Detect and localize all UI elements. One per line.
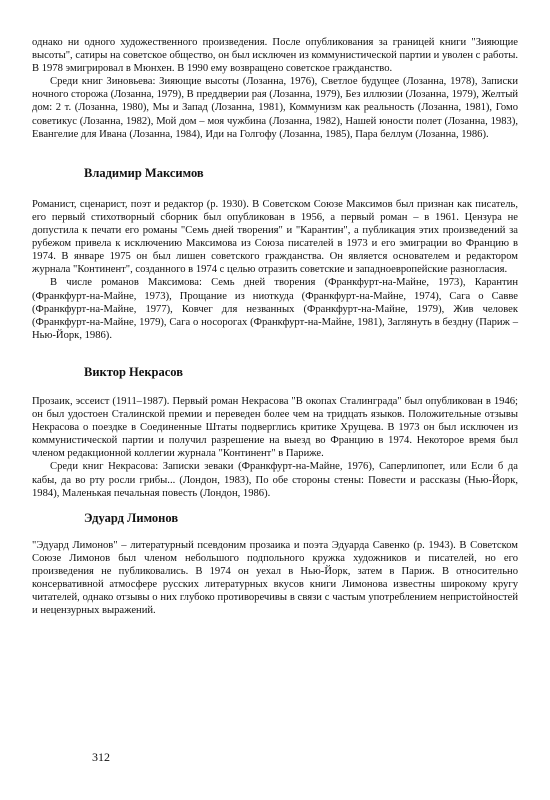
zinoviev-bio-tail: однако ни одного художественного произведения. После опубликования за границей книги "Зияющие высоты", сатиры на советское общество, он был исключен из коммунистической партии и уволен с работы. В 1978 эмигрировал в Мюнхен. В 1990 ему возвращено советское гражданство.: [32, 37, 518, 75]
nekrasov-books: Среди книг Некрасова: Записки зеваки (Франкфурт-на-Майне, 1976), Саперлипопет, или Если б да кабы, да во рту росли грибы... (Лондон, 1983), По обе стороны стены: Повести и рассказы (Нью-Йорк, 1984), Маленькая печальная повесть (Лондон, 1986).: [32, 461, 518, 499]
maksimov-entry: [32, 167, 518, 342]
maksimov-heading: Владимир Максимов: [84, 165, 204, 180]
maksimov-bio: Романист, сценарист, поэт и редактор (р. 1930). В Советском Союзе Максимов был признан как писатель, его первый стихотворный сборник был опубликован в 1956, а первый роман – в 1961. Цензура не допустила к печати его романы "Семь дней творения" и "Карантин", а публикация этих произведений за рубежом привела к исключению Максимова из Союза писателей в 1973 и его эмиграции во Францию в 1974. В январе 1975 он был лишен советского гражданства. Он является основателем и редактором журнала "Континент", созданного в 1974 с целью отразить советские и западноевропейские разногласия.: [32, 198, 518, 276]
limonov-bio: "Эдуард Лимонов" – литературный псевдоним прозаика и поэта Эдуарда Савенко (р. 1943). В Советском Союзе Лимонов был членом небольшого подпольного кружка художников и писателей, но его произведения не публиковались. В 1974 он уехал в Нью-Йорк, затем в Париж. В относительно консервативной атмосфере русских литературных вкусов книги Лимонова известны широкому кругу читателей, однако отзывы о них глубоко противоречивы в связи с частым употреблением непристойностей и нецензурных выражений.: [32, 539, 518, 617]
maksimov-books: В числе романов Максимова: Семь дней творения (Франкфурт-на-Майне, 1973), Карантин (Франкфурт-на-Майне, 1973), Прощание из ниоткуда (Франкфурт-на-Майне, 1974), Сага о Савве (Франкфурт-на-Майне, 1977), Ковчег для незванных (Франкфурт-на-Майне, 1979), Жив человек (Франкфурт-на-Майне, 1979), Сага о носорогах (Франкфурт-на-Майне, 1981), Заглянуть в бездну (Париж – Нью-Йорк, 1986).: [32, 277, 518, 341]
page-number: 312: [92, 750, 110, 764]
limonov-heading: Эдуард Лимонов: [84, 510, 179, 525]
limonov-entry: [32, 512, 518, 618]
nekrasov-entry: [32, 366, 518, 500]
nekrasov-bio: Прозаик, эссеист (1911–1987). Первый роман Некрасова "В окопах Сталинграда" был опубликован в 1946; он был удостоен Сталинской премии и переведен более чем на тридцать языков. Положительные отзывы Некрасова о поездке в Соединенные Штаты подверглись критике Хрущева. В 1973 он был исключен из коммунистической партии и получил разрешение на выезд во Францию в 1974. Некоторое время был членом редакционной коллегии журнала "Континент" в Париже.: [32, 395, 518, 460]
zinoviev-books: Среди книг Зиновьева: Зияющие высоты (Лозанна, 1976), Светлое будущее (Лозанна, 1978), Записки ночного сторожа (Лозанна, 1979), В преддверии рая (Лозанна, 1979), Без иллюзии (Лозанна, 1979), Желтый дом: 2 т. (Лозанна, 1980), Мы и Запад (Лозанна, 1981), Коммунизм как реальность (Лозанна, 1981), Гомо советикус (Лозанна, 1982), Мой дом – моя чужбина (Лозанна, 1982), Нашей юности полет (Лозанна, 1983), Евангелие для Ивана (Лозанна, 1984), Иди на Голгофу (Лозанна, 1985), Пара беллум (Лозанна, 1986).: [32, 76, 518, 140]
nekrasov-heading: Виктор Некрасов: [84, 364, 183, 379]
zinoviev-entry: [32, 36, 518, 141]
